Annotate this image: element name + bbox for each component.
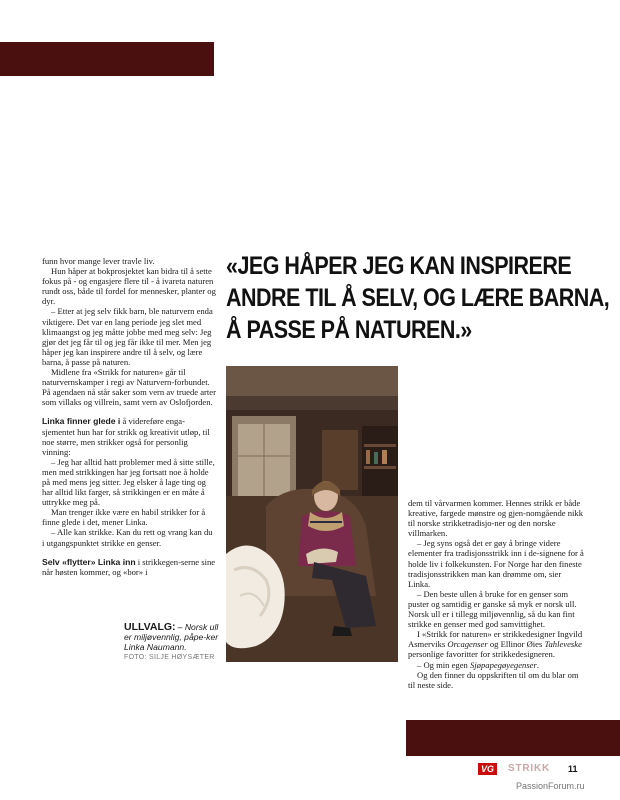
- pull-quote-line: ANDRE TIL Å SELV, OG LÆRE BARNA,: [226, 284, 610, 312]
- top-accent-bar: [0, 42, 214, 76]
- paragraph: [408, 660, 584, 670]
- text-run: og Ellinor Øies: [489, 639, 543, 650]
- paragraph: Hun håper at bokprosjektet kan bidra til å sette fokus på - og engasjere flere til - å ivareta naturen rundt oss, både til fordel for mennesker, planter og dyr.: [42, 266, 216, 307]
- paragraph: funn hvor mange lever travle liv.: [42, 256, 155, 266]
- article-photo: [226, 366, 398, 662]
- cabin-knitter-illustration: [226, 366, 398, 662]
- photo-credit: FOTO: SILJE HØYSÆTER: [124, 654, 215, 661]
- design-name: Orcagenser: [447, 639, 488, 650]
- vg-logo: VG: [478, 763, 497, 775]
- caption-lead: ULLVALG:: [124, 621, 176, 633]
- watermark: PassionForum.ru: [516, 781, 585, 791]
- section-lead: Selv «flytter» Linka inn: [42, 556, 136, 567]
- paragraph: Og den finner du oppskriften til om du blar om til neste side.: [408, 669, 579, 690]
- paragraph: – Alle kan strikke. Kan du rett og vrang kan du i utgangspunktet strikke en genser.: [42, 527, 213, 548]
- caption-text: – Norsk ull er miljøvennlig, påpe-ker Linka Naumann.: [124, 622, 219, 652]
- paragraph: Man trenger ikke være en habil strikker for å finne glede i det, mener Linka.: [42, 507, 206, 528]
- page-footer: [478, 763, 588, 777]
- design-name: Sjøpapegøyegenser: [470, 659, 537, 670]
- page-number: 11: [568, 764, 578, 774]
- text-run: I «Strikk for naturen» er strikkedesigner Ingvild Asmerviks: [408, 629, 583, 650]
- pull-quote: [226, 250, 610, 346]
- section-lead: Linka finner glede i: [42, 416, 121, 427]
- text-run: personlige favoritter for strikkedesigneren.: [408, 649, 555, 660]
- paragraph: [408, 629, 584, 659]
- article-right-column: [408, 498, 584, 690]
- bottom-accent-bar: [406, 720, 620, 756]
- section-paragraph: [42, 416, 216, 456]
- section-name: STRIKK: [508, 763, 551, 774]
- paragraph: Midlene fra «Strikk for naturen» går til naturvernskamper i regi av Naturvern-forbundet. På agendaen nå står saker som vern av truede arter som villaks og villrein, samt vern av Oslofjorden.: [42, 367, 216, 408]
- article-left-column: [42, 256, 216, 577]
- design-name: Tahleveske: [544, 639, 582, 650]
- paragraph: – Etter at jeg selv fikk barn, ble naturvern enda viktigere. Det var en lang periode jeg slet med klimaangst og jeg måtte jobbe med meg selv: Jeg gjør det jeg får til og jeg får ikke til mer. Men jeg håper jeg kan inspirere andre til å selv, og lære barna, å passe på naturen.: [42, 306, 213, 367]
- section-paragraph: [42, 557, 216, 577]
- paragraph: – Jeg syns også det er gøy å bringe videre elementer fra tradisjonsstrikk inn i de-signene for å holde liv i folkekunsten. For Norge har den fineste tradisjonsstrikken man kan drømme om, sier Linka.: [408, 538, 584, 589]
- pull-quote-line: Å PASSE PÅ NATUREN.»: [226, 316, 472, 344]
- paragraph: – Den beste ullen å bruke for en genser som puster og samtidig er ganske så myk er norsk ull. Norsk ull er i tillegg miljøvennlig, så du kan fint strikke en genser med god samvittighet.: [408, 588, 577, 630]
- text-run: – Og min egen: [417, 659, 468, 670]
- paragraph: – Jeg har alltid hatt problemer med å sitte stille, men med strikkingen har jeg fortsatt noe å holde på med mens jeg sitter. Jeg elsker å lage ting og har alltid likt farger, så strikkingen er en måte å uttrykke meg på.: [42, 456, 215, 508]
- photo-caption: [124, 622, 224, 663]
- pull-quote-line: «JEG HÅPER JEG KAN INSPIRERE: [226, 252, 572, 280]
- section-text: i strikkegen-serne sine når høsten kommer, og «bor» i: [42, 556, 216, 577]
- section-text: å videreføre enga-sjementet hun har for strikk og kreativit utløp, til noe større, men strikker også for personlig vinning:: [42, 416, 210, 457]
- text-run: .: [536, 659, 539, 670]
- paragraph: dem til vårvarmen kommer. Hennes strikk er både kreative, fargede mønstre og gjen-nomgående nikk til norske strikketradisjo-ner og den norske villmarken.: [408, 498, 583, 539]
